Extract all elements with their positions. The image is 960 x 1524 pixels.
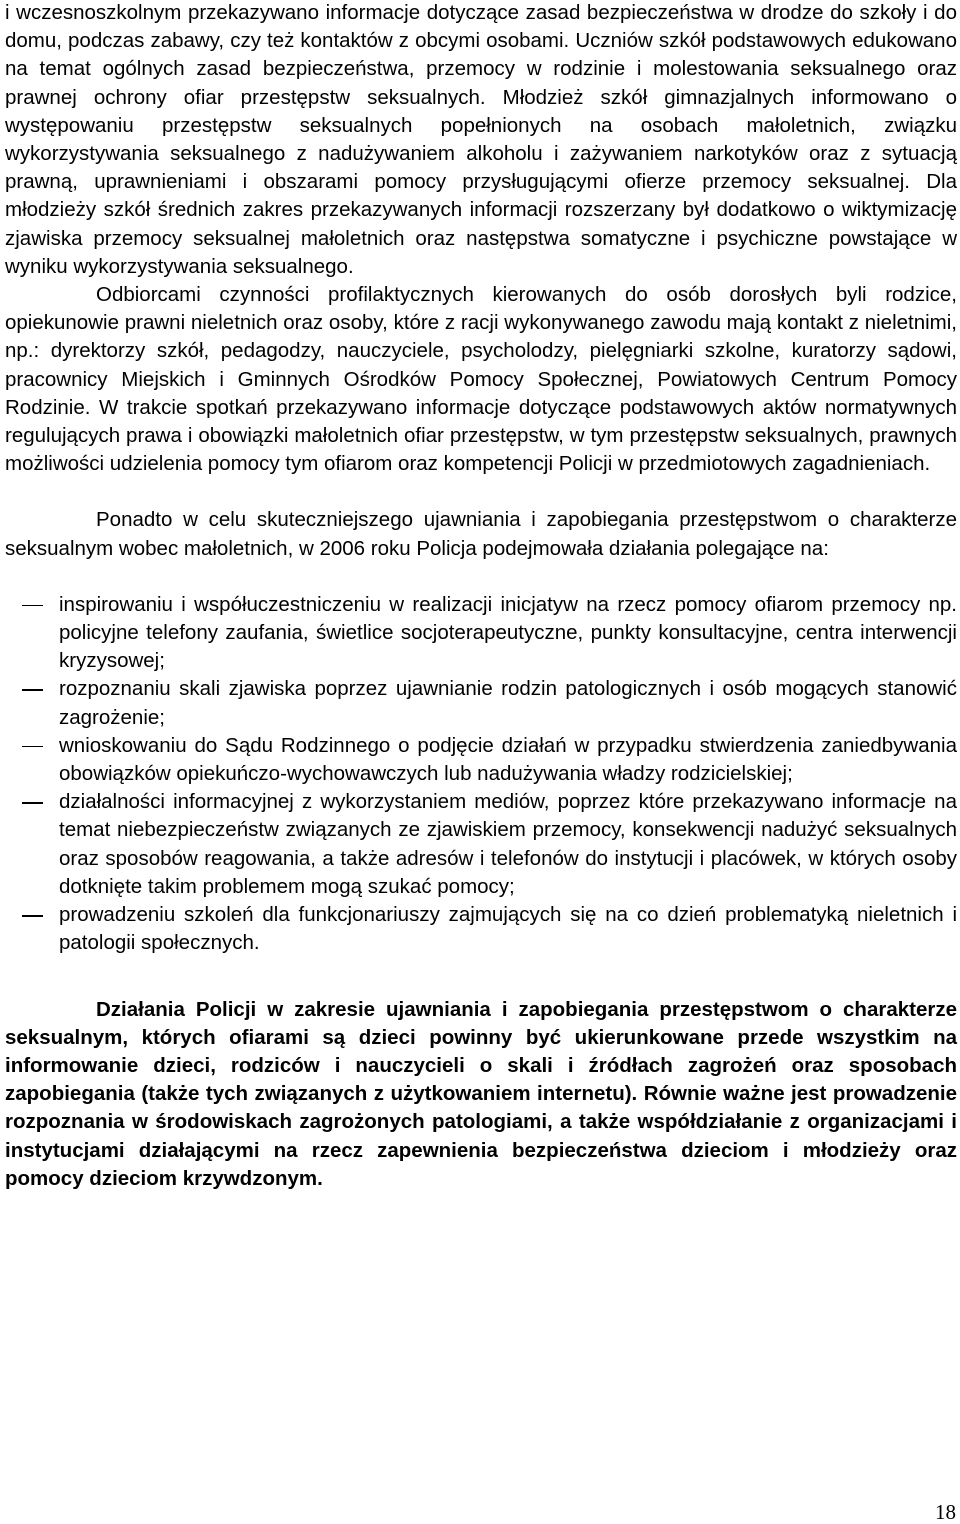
list-item [5,788,957,901]
paragraph-education-groups: i wczesnoszkolnym przekazywano informacje dotyczące zasad bezpieczeństwa w drodze do szkoły i do domu, podczas zabawy, czy też kontaktów z obcymi osobami. Uczniów szkół podstawowych edukowano na temat ogólnych zasad bezpieczeństwa, przemocy w rodzinie i molestowania seksualnego oraz prawnej ochrony ofiar przestępstw seksualnych. Młodzież szkół gimnazjalnych informowano o występowaniu przestępstw seksualnych popełnionych na osobach małoletnich, związku wykorzystywania seksualnego z nadużywaniem alkoholu i zażywaniem narkotyków oraz z sytuacją prawną, uprawnieniami i obszarami pomocy przysługującymi ofierze przemocy seksualnej. Dla młodzieży szkół średnich zakres przekazywanych informacji rozszerzany był dodatkowo o wiktymizację zjawiska przemocy seksualnej małoletnich oraz następstwa somatyczne i psychiczne powstające w wyniku wykorzystywania seksualnego. [5,1,957,278]
paragraph-police-actions-intro: Ponadto w celu skuteczniejszego ujawniania i zapobiegania przestępstwom o charakterze seksualnym wobec małoletnich, w 2006 roku Policja podejmowała działania polegające na: [5,508,957,560]
dash-bullet-icon [22,689,43,691]
bold-summary-paragraph: Działania Policji w zakresie ujawniania i zapobiegania przestępstwom o charakterze seksualnym, których ofiarami są dzieci powinny być ukierunkowane przede wszystkim na informowanie dzieci, rodziców i nauczycieli o skali i źródłach zagrożeń oraz sposobach zapobiegania (także tych związanych z użytkowaniem internetu). Równie ważne jest prowadzenie rozpoznania w środowiskach zagrożonych patologiami, a także współdziałanie z organizacjami i instytucjami działającymi na rzecz zapewnienia bezpieczeństwa dzieciom i młodzieży oraz pomocy dzieciom krzywdzonym. [5,997,957,1190]
dash-bullet-icon [22,746,43,748]
police-actions-list [5,591,957,958]
list-item-text: inspirowaniu i współuczestniczeniu w realizacji inicjatyw na rzecz pomocy ofiarom przemocy np. policyjne telefony zaufania, świetlice socjoterapeutyczne, punkty konsultacyjne, centra interwencji kryzysowej; [59,592,957,673]
page-number: 18 [935,1500,956,1524]
dash-bullet-icon [22,802,43,804]
list-item [5,732,957,788]
list-item-text: działalności informacyjnej z wykorzystaniem mediów, poprzez które przekazywano informacje na temat niebezpieczeństw związanych ze zjawiskiem przemocy, konsekwencji nadużyć seksualnych oraz sposobów reagowania, a także adresów i telefonów do instytucji i placówek, w których osoby dotknięte takim problemem mogą szukać pomocy; [59,790,957,898]
list-item-text: rozpoznaniu skali zjawiska poprzez ujawnianie rodzin patologicznych i osób mogących stanowić zagrożenie; [59,677,957,729]
paragraph-adult-recipients: Odbiorcami czynności profilaktycznych kierowanych do osób dorosłych byli rodzice, opiekunowie prawni nieletnich oraz osoby, które z racji wykonywanego zawodu mają kontakt z nieletnimi, np.: dyrektorzy szkół, pedagodzy, nauczyciele, psycholodzy, pielęgniarki szkolne, kuratorzy sądowi, pracownicy Miejskich i Gminnych Ośrodków Pomocy Społecznej, Powiatowych Centrum Pomocy Rodzinie. W trakcie spotkań przekazywano informacje dotyczące podstawowych aktów normatywnych regulujących prawa i obowiązki małoletnich ofiar przestępstw, w tym przestępstw seksualnych, prawnych możliwości udzielenia pomocy tym ofiarom oraz kompetencji Policji w przedmiotowych zagadnieniach. [5,283,957,476]
document-page [5,0,957,1193]
list-item [5,901,957,957]
dash-bullet-icon [22,915,43,917]
list-item [5,591,957,676]
list-item [5,675,957,731]
dash-bullet-icon [22,605,43,607]
list-item-text: wnioskowaniu do Sądu Rodzinnego o podjęcie działań w przypadku stwierdzenia zaniedbywania obowiązków opiekuńczo-wychowawczych lub nadużywania władzy rodzicielskiej; [59,733,957,786]
list-item-text: prowadzeniu szkoleń dla funkcjonariuszy zajmujących się na co dzień problematyką nieletnich i patologii społecznych. [59,903,957,955]
